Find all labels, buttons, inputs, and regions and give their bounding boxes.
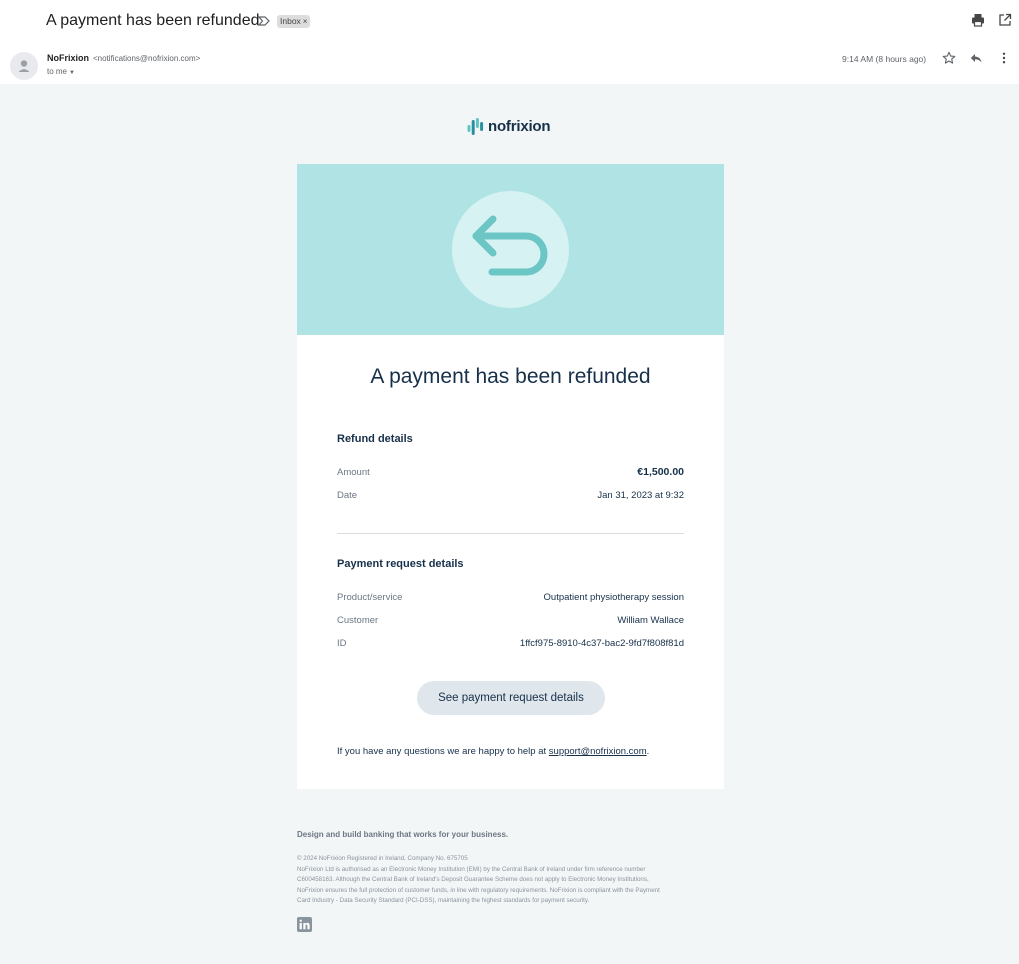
legal-line: C600458163. Although the Central Bank of Ireland's Deposit Guarantee Scheme does not apply to Electronic Money Institutions,	[297, 876, 649, 883]
sender-email: <notifications@nofrixion.com>	[93, 54, 201, 63]
sender-name[interactable]: NoFrixion	[47, 53, 89, 63]
legal-line: © 2024 NoFrixion Registered in Ireland, Company No. 675705	[297, 855, 468, 862]
legal-line: Card Industry - Data Security Standard (PCI-DSS), maintaining the highest standards for payment security.	[297, 897, 590, 904]
star-icon[interactable]	[942, 51, 956, 65]
refund-amount-label: Amount	[337, 467, 370, 478]
reply-icon[interactable]	[969, 51, 983, 65]
footer-legal-text	[297, 854, 724, 907]
nofrixion-logo-icon	[467, 117, 484, 135]
legal-line: NoFrixion Ltd is authorised as an Electronic Money Institution (EMI) by the Central Bank of Ireland under firm reference number	[297, 865, 646, 873]
help-text	[337, 746, 649, 757]
refund-date-value: Jan 31, 2023 at 9:32	[597, 490, 684, 501]
section-divider	[337, 533, 684, 534]
customer-value: William Wallace	[617, 615, 684, 626]
print-icon[interactable]	[970, 12, 986, 28]
undo-arrow-icon	[452, 191, 569, 308]
inbox-label-text: Inbox	[280, 16, 301, 26]
id-label: ID	[337, 638, 347, 649]
avatar-icon[interactable]	[10, 52, 38, 80]
see-payment-request-button[interactable]: See payment request details	[417, 681, 605, 715]
support-email-link[interactable]: support@nofrixion.com	[548, 746, 647, 757]
sender-row	[0, 48, 1019, 84]
received-time: 9:14 AM (8 hours ago)	[842, 54, 927, 64]
recipient-details-toggle[interactable]	[47, 67, 75, 76]
hero-icon-circle	[452, 191, 569, 308]
refund-details-heading: Refund details	[337, 433, 413, 445]
importance-marker-icon[interactable]	[257, 14, 271, 28]
linkedin-icon[interactable]	[297, 917, 312, 932]
recipient-text: to me	[47, 67, 68, 76]
help-text-body: If you have any questions we are happy to help at	[337, 746, 549, 757]
product-service-label: Product/service	[337, 592, 403, 603]
id-value: 1ffcf975-8910-4c37-bac2-9fd7f808f81d	[519, 638, 684, 649]
chevron-down-icon[interactable]: ▼	[69, 70, 75, 76]
inbox-label-chip[interactable]	[277, 15, 310, 28]
payment-request-heading: Payment request details	[337, 558, 464, 570]
more-vert-icon[interactable]	[997, 51, 1011, 65]
help-text-end: .	[646, 746, 650, 757]
email-subject-bar	[0, 0, 1019, 44]
hero-banner	[297, 164, 724, 335]
product-service-value: Outpatient physiotherapy session	[543, 592, 684, 603]
open-in-new-window-icon[interactable]	[997, 12, 1013, 28]
email-title: A payment has been refunded	[370, 365, 651, 388]
nofrixion-logo	[467, 116, 550, 136]
remove-label-icon[interactable]: ×	[302, 17, 308, 26]
email-subject: A payment has been refunded	[46, 12, 260, 29]
logo-text: nofrixion	[488, 117, 551, 135]
refund-amount-value: €1,500.00	[637, 466, 684, 478]
customer-label: Customer	[337, 615, 379, 626]
legal-line: NoFrixion ensures the full protection of customer funds, in line with regulatory requirements. NoFrixion is compliant with the Payment	[297, 886, 660, 894]
notification-card	[297, 335, 724, 789]
refund-date-label: Date	[337, 490, 358, 501]
footer-tagline: Design and build banking that works for your business.	[297, 830, 509, 839]
